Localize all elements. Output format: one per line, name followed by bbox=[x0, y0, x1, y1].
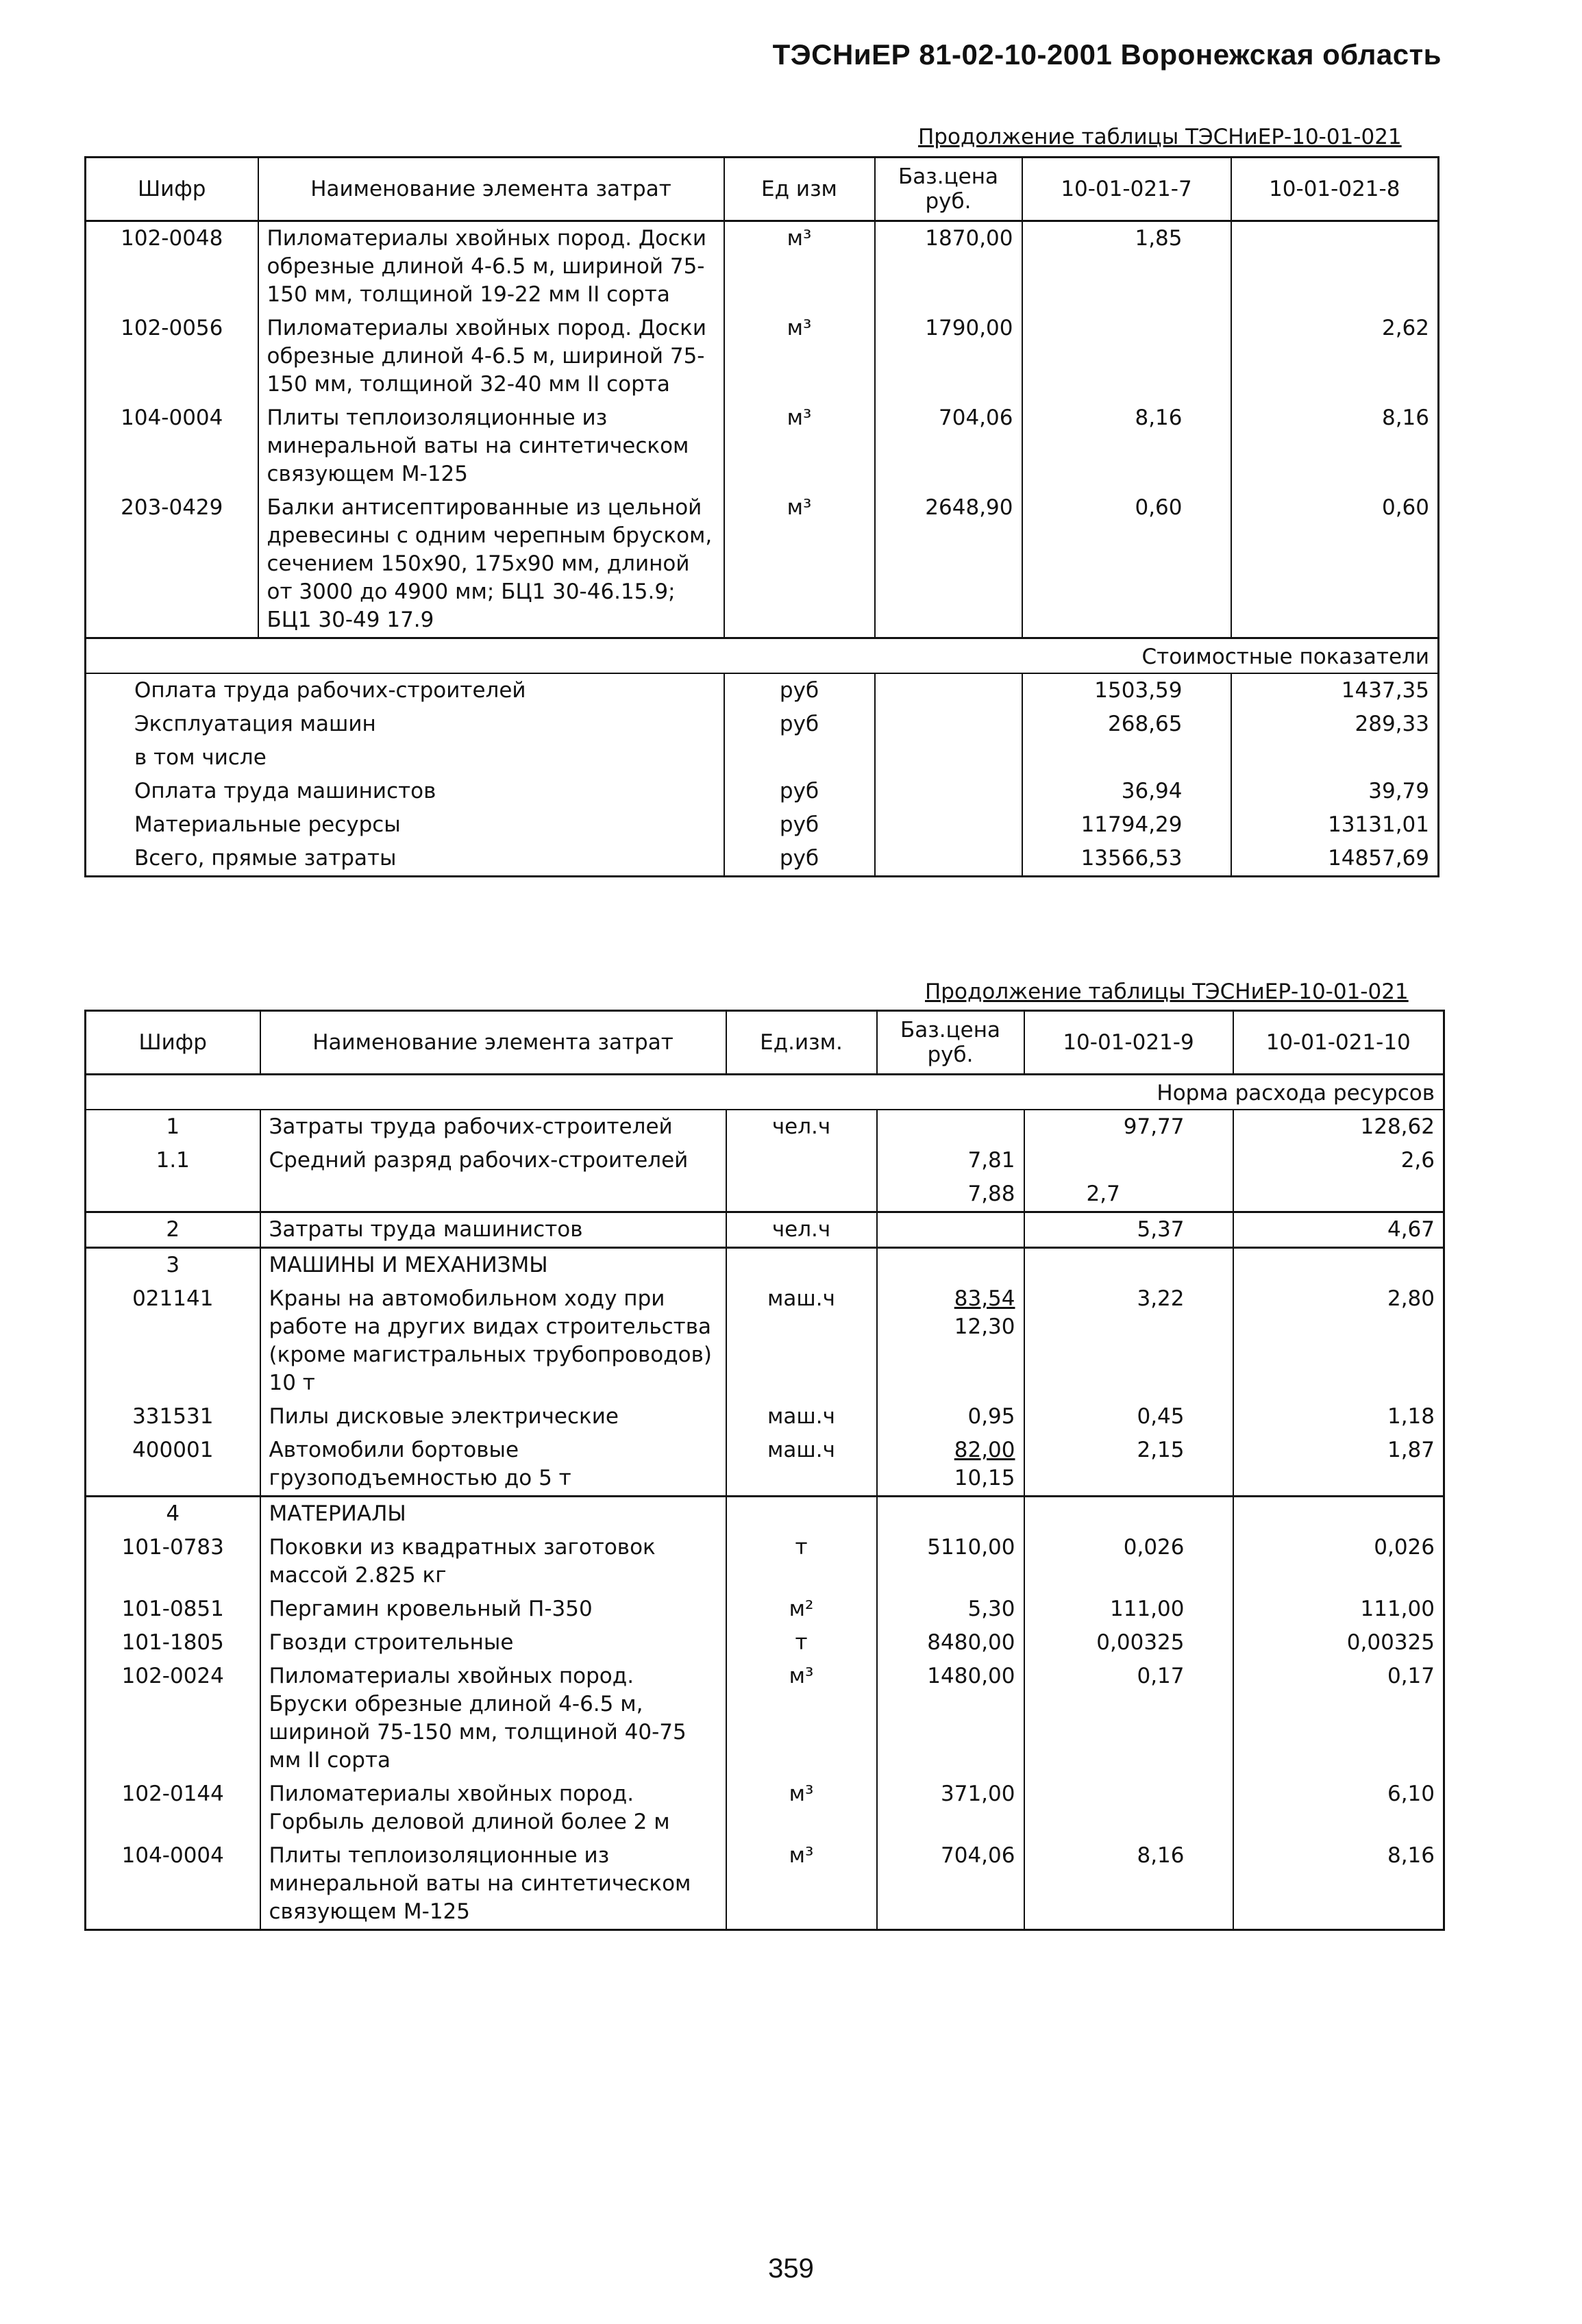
table-row bbox=[86, 1434, 1444, 1497]
row-price bbox=[877, 1110, 1024, 1144]
cost-v1: 36,94 bbox=[1022, 775, 1231, 808]
cost-unit: руб bbox=[724, 673, 875, 708]
table2-header-row bbox=[86, 1011, 1444, 1075]
row-unit: маш.ч bbox=[726, 1400, 877, 1434]
cost-unit: руб bbox=[724, 808, 875, 842]
table-row bbox=[86, 1212, 1444, 1248]
table-row bbox=[86, 1400, 1444, 1434]
row-v2: 2,80 bbox=[1233, 1282, 1444, 1400]
row-price bbox=[877, 1434, 1024, 1497]
col-header-unit: Ед.изм. bbox=[726, 1011, 877, 1075]
row-v2: 4,67 bbox=[1233, 1212, 1444, 1248]
row-price bbox=[877, 1212, 1024, 1248]
row-code: 102-0056 bbox=[86, 312, 258, 401]
table-row bbox=[86, 1531, 1444, 1592]
row-unit: т bbox=[726, 1531, 877, 1592]
row-code: 102-0024 bbox=[86, 1660, 260, 1777]
cost-caption-row bbox=[86, 638, 1439, 674]
row-code: 102-0048 bbox=[86, 221, 258, 312]
col-header-name: Наименование элемента затрат bbox=[260, 1011, 726, 1075]
row-code: 1.1 bbox=[86, 1144, 260, 1177]
row-unit: т bbox=[726, 1626, 877, 1660]
row-unit: м³ bbox=[726, 1660, 877, 1777]
row-v2 bbox=[1233, 1177, 1444, 1212]
row-v1: 2,7 bbox=[1024, 1177, 1233, 1212]
row-price: 5,30 bbox=[877, 1592, 1024, 1626]
row-name: Пиломатериалы хвойных пород. Доски обрезные длиной 4-6.5 м, шириной 75-150 мм, толщиной 19-22 мм II сорта bbox=[258, 221, 724, 312]
row-name: Плиты теплоизоляционные из минеральной ваты на синтетическом связующем М-125 bbox=[260, 1839, 726, 1930]
cost-v1: 1503,59 bbox=[1022, 673, 1231, 708]
cost-v2: 13131,01 bbox=[1231, 808, 1439, 842]
row-name: Автомобили бортовые грузоподъемностью до 5 т bbox=[260, 1434, 726, 1497]
row-code: 101-1805 bbox=[86, 1626, 260, 1660]
cost-v2: 14857,69 bbox=[1231, 842, 1439, 877]
cost-v2 bbox=[1231, 741, 1439, 775]
col-header-code: Шифр bbox=[86, 158, 258, 221]
cost-label: Всего, прямые затраты bbox=[86, 842, 724, 877]
section-row bbox=[86, 1248, 1444, 1283]
row-v2: 8,16 bbox=[1233, 1839, 1444, 1930]
table-row bbox=[86, 401, 1439, 491]
row-unit: м² bbox=[726, 1592, 877, 1626]
row-code: 021141 bbox=[86, 1282, 260, 1400]
row-price: 7,81 bbox=[877, 1144, 1024, 1177]
table-row bbox=[86, 1839, 1444, 1930]
row-v2: 1,18 bbox=[1233, 1400, 1444, 1434]
row-name: Затраты труда рабочих-строителей bbox=[260, 1110, 726, 1144]
cost-unit: руб bbox=[724, 842, 875, 877]
cost-row bbox=[86, 808, 1439, 842]
row-code: 331531 bbox=[86, 1400, 260, 1434]
cost-v1 bbox=[1022, 741, 1231, 775]
row-name: Пиломатериалы хвойных пород. Доски обрезные длиной 4-6.5 м, шириной 75-150 мм, толщиной 32-40 мм II сорта bbox=[258, 312, 724, 401]
table1-header-row bbox=[86, 158, 1439, 221]
row-v1 bbox=[1024, 1144, 1233, 1177]
row-unit: чел.ч bbox=[726, 1110, 877, 1144]
cost-row bbox=[86, 741, 1439, 775]
norm-caption: Норма расхода ресурсов bbox=[86, 1075, 1444, 1110]
row-v1: 8,16 bbox=[1024, 1839, 1233, 1930]
machine-price: 83,54 bbox=[954, 1286, 1015, 1311]
machine-price-salary: 10,15 bbox=[954, 1466, 1015, 1490]
cost-v2: 1437,35 bbox=[1231, 673, 1439, 708]
row-v1: 5,37 bbox=[1024, 1212, 1233, 1248]
row-code: 101-0851 bbox=[86, 1592, 260, 1626]
row-v2: 2,62 bbox=[1231, 312, 1439, 401]
row-price: 0,95 bbox=[877, 1400, 1024, 1434]
row-name: Пергамин кровельный П-350 bbox=[260, 1592, 726, 1626]
row-price: 704,06 bbox=[877, 1839, 1024, 1930]
row-code bbox=[86, 1177, 260, 1212]
table-row bbox=[86, 1144, 1444, 1177]
table-row bbox=[86, 1110, 1444, 1144]
row-name: Поковки из квадратных заготовок массой 2.825 кг bbox=[260, 1531, 726, 1592]
table-row bbox=[86, 1777, 1444, 1839]
row-unit: м³ bbox=[724, 491, 875, 638]
row-v1: 3,22 bbox=[1024, 1282, 1233, 1400]
row-v2: 2,6 bbox=[1233, 1144, 1444, 1177]
row-unit: м³ bbox=[724, 401, 875, 491]
cost-caption: Стоимостные показатели bbox=[86, 638, 1439, 674]
row-v2: 0,00325 bbox=[1233, 1626, 1444, 1660]
col-header-v1: 10-01-021-9 bbox=[1024, 1011, 1233, 1075]
row-name: Гвозди строительные bbox=[260, 1626, 726, 1660]
row-name bbox=[260, 1177, 726, 1212]
row-code: 104-0004 bbox=[86, 1839, 260, 1930]
row-v2: 1,87 bbox=[1233, 1434, 1444, 1497]
row-unit: маш.ч bbox=[726, 1282, 877, 1400]
cost-unit: руб bbox=[724, 708, 875, 741]
col-header-name: Наименование элемента затрат bbox=[258, 158, 724, 221]
col-header-v1: 10-01-021-7 bbox=[1022, 158, 1231, 221]
table1-caption: Продолжение таблицы ТЭСНиЕР-10-01-021 bbox=[918, 125, 1402, 149]
row-unit: чел.ч bbox=[726, 1212, 877, 1248]
row-v1: 2,15 bbox=[1024, 1434, 1233, 1497]
table2-caption: Продолжение таблицы ТЭСНиЕР-10-01-021 bbox=[925, 979, 1409, 1004]
row-price: 8480,00 bbox=[877, 1626, 1024, 1660]
row-v1: 1,85 bbox=[1022, 221, 1231, 312]
section-title: МАШИНЫ И МЕХАНИЗМЫ bbox=[260, 1248, 726, 1283]
row-v2 bbox=[1231, 221, 1439, 312]
row-v1: 0,00325 bbox=[1024, 1626, 1233, 1660]
row-price: 2648,90 bbox=[875, 491, 1022, 638]
table-row bbox=[86, 1592, 1444, 1626]
row-code: 2 bbox=[86, 1212, 260, 1248]
row-code: 203-0429 bbox=[86, 491, 258, 638]
row-unit: м³ bbox=[724, 312, 875, 401]
row-code: 102-0144 bbox=[86, 1777, 260, 1839]
section-row bbox=[86, 1497, 1444, 1532]
row-price: 5110,00 bbox=[877, 1531, 1024, 1592]
row-v2: 0,60 bbox=[1231, 491, 1439, 638]
cost-row bbox=[86, 708, 1439, 741]
row-code: 1 bbox=[86, 1110, 260, 1144]
row-v1: 0,026 bbox=[1024, 1531, 1233, 1592]
row-price bbox=[877, 1282, 1024, 1400]
row-v2: 8,16 bbox=[1231, 401, 1439, 491]
row-v2: 128,62 bbox=[1233, 1110, 1444, 1144]
row-name: Балки антисептированные из цельной древесины с одним черепным бруском, сечением 150х90, 175х90 мм, длиной от 3000 до 4900 мм; БЦ1 30-46.15.9; БЦ1 30-49 17.9 bbox=[258, 491, 724, 638]
row-name: Пилы дисковые электрические bbox=[260, 1400, 726, 1434]
row-price: 7,88 bbox=[877, 1177, 1024, 1212]
row-code: 101-0783 bbox=[86, 1531, 260, 1592]
table-row bbox=[86, 1626, 1444, 1660]
cost-label: Оплата труда рабочих-строителей bbox=[86, 673, 724, 708]
row-v2: 111,00 bbox=[1233, 1592, 1444, 1626]
row-code: 400001 bbox=[86, 1434, 260, 1497]
machine-price-salary: 12,30 bbox=[954, 1314, 1015, 1339]
cost-unit: руб bbox=[724, 775, 875, 808]
cost-label: Эксплуатация машин bbox=[86, 708, 724, 741]
cost-row bbox=[86, 775, 1439, 808]
row-name: Затраты труда машинистов bbox=[260, 1212, 726, 1248]
cost-row bbox=[86, 842, 1439, 877]
col-header-code: Шифр bbox=[86, 1011, 260, 1075]
row-unit bbox=[726, 1177, 877, 1212]
table-row bbox=[86, 1282, 1444, 1400]
cost-label: Материальные ресурсы bbox=[86, 808, 724, 842]
row-v1: 0,45 bbox=[1024, 1400, 1233, 1434]
row-v2: 0,17 bbox=[1233, 1660, 1444, 1777]
row-v1 bbox=[1024, 1777, 1233, 1839]
machine-price: 82,00 bbox=[954, 1438, 1015, 1462]
row-name: Средний разряд рабочих-строителей bbox=[260, 1144, 726, 1177]
row-price: 1790,00 bbox=[875, 312, 1022, 401]
table1 bbox=[84, 156, 1439, 877]
section-code: 3 bbox=[86, 1248, 260, 1283]
table-row bbox=[86, 491, 1439, 638]
row-price: 704,06 bbox=[875, 401, 1022, 491]
row-v2: 0,026 bbox=[1233, 1531, 1444, 1592]
row-unit: маш.ч bbox=[726, 1434, 877, 1497]
row-unit bbox=[726, 1144, 877, 1177]
row-name: Пиломатериалы хвойных пород. Горбыль деловой длиной более 2 м bbox=[260, 1777, 726, 1839]
col-header-unit: Ед изм bbox=[724, 158, 875, 221]
cost-row bbox=[86, 673, 1439, 708]
table-row bbox=[86, 221, 1439, 312]
col-header-price: Баз.цена руб. bbox=[875, 158, 1022, 221]
table-row bbox=[86, 312, 1439, 401]
row-name: Краны на автомобильном ходу при работе на других видах строительства (кроме магистральных трубопроводов) 10 т bbox=[260, 1282, 726, 1400]
col-header-price: Баз.цена руб. bbox=[877, 1011, 1024, 1075]
row-unit: м³ bbox=[726, 1777, 877, 1839]
cost-v1: 268,65 bbox=[1022, 708, 1231, 741]
row-v1: 97,77 bbox=[1024, 1110, 1233, 1144]
row-v2: 6,10 bbox=[1233, 1777, 1444, 1839]
row-unit: м³ bbox=[726, 1839, 877, 1930]
row-v1 bbox=[1022, 312, 1231, 401]
cost-label: в том числе bbox=[86, 741, 724, 775]
table2 bbox=[84, 1010, 1445, 1931]
section-title: МАТЕРИАЛЫ bbox=[260, 1497, 726, 1532]
row-price: 371,00 bbox=[877, 1777, 1024, 1839]
page-header: ТЭСНиЕР 81-02-10-2001 Воронежская область bbox=[772, 38, 1442, 71]
table-row bbox=[86, 1660, 1444, 1777]
row-name: Плиты теплоизоляционные из минеральной ваты на синтетическом связующем М-125 bbox=[258, 401, 724, 491]
col-header-v2: 10-01-021-8 bbox=[1231, 158, 1439, 221]
cost-v2: 289,33 bbox=[1231, 708, 1439, 741]
cost-v2: 39,79 bbox=[1231, 775, 1439, 808]
table-row bbox=[86, 1177, 1444, 1212]
row-price: 1870,00 bbox=[875, 221, 1022, 312]
row-v1: 0,60 bbox=[1022, 491, 1231, 638]
cost-v1: 11794,29 bbox=[1022, 808, 1231, 842]
row-unit: м³ bbox=[724, 221, 875, 312]
row-code: 104-0004 bbox=[86, 401, 258, 491]
norm-caption-row bbox=[86, 1075, 1444, 1110]
cost-label: Оплата труда машинистов bbox=[86, 775, 724, 808]
cost-v1: 13566,53 bbox=[1022, 842, 1231, 877]
col-header-v2: 10-01-021-10 bbox=[1233, 1011, 1444, 1075]
row-v1: 0,17 bbox=[1024, 1660, 1233, 1777]
row-v1: 111,00 bbox=[1024, 1592, 1233, 1626]
section-code: 4 bbox=[86, 1497, 260, 1532]
row-price: 1480,00 bbox=[877, 1660, 1024, 1777]
row-v1: 8,16 bbox=[1022, 401, 1231, 491]
page-number: 359 bbox=[768, 2253, 814, 2284]
cost-unit bbox=[724, 741, 875, 775]
row-name: Пиломатериалы хвойных пород. Бруски обрезные длиной 4-6.5 м, шириной 75-150 мм, толщиной 40-75 мм II сорта bbox=[260, 1660, 726, 1777]
